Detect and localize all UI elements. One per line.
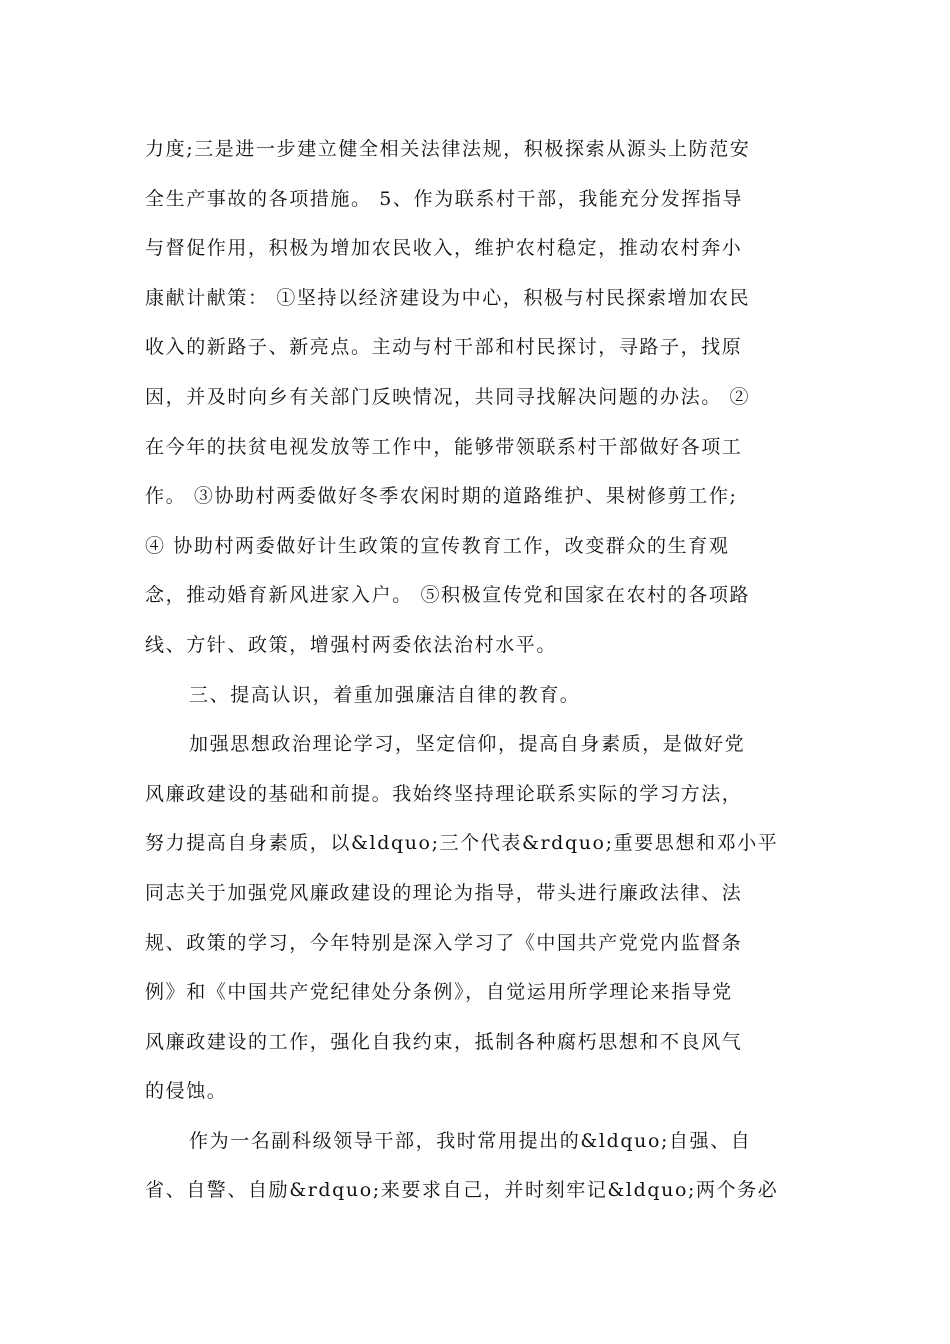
text-line: 规、政策的学习，今年特别是深入学习了《中国共产党党内监督条	[145, 931, 743, 954]
text-line: 风廉政建设的基础和前提。我始终坚持理论联系实际的学习方法，	[145, 782, 743, 805]
section-heading	[145, 671, 810, 721]
text-line: 与督促作用，积极为增加农民收入，维护农村稳定，推动农村奔小	[145, 237, 743, 260]
text-line: 努力提高自身素质，以&ldquo;三个代表&rdquo;重要思想和邓小平	[145, 832, 779, 855]
text-line: 康献计献策： ①坚持以经济建设为中心，积极与村民探索增加农民	[145, 286, 751, 309]
text-line: 念，推动婚育新风进家入户。 ⑤积极宣传党和国家在农村的各项路	[145, 584, 751, 607]
text-line: 力度;三是进一步建立健全相关法律法规，积极探索从源头上防范安	[145, 138, 751, 160]
text-line: 同志关于加强党风廉政建设的理论为指导，带头进行廉政法律、法	[145, 881, 743, 904]
text-line: 因，并及时向乡有关部门反映情况，共同寻找解决问题的办法。 ②	[145, 385, 751, 408]
text-line: ④ 协助村两委做好计生政策的宣传教育工作，改变群众的生育观	[145, 534, 730, 557]
paragraph-2	[145, 720, 810, 1117]
paragraph-3	[145, 1117, 810, 1216]
text-line: 线、方针、政策，增强村两委依法治村水平。	[145, 633, 558, 656]
heading-line: 三、提高认识，着重加强廉洁自律的教育。	[189, 683, 581, 706]
document-body	[145, 125, 810, 1216]
text-line: 加强思想政治理论学习，坚定信仰，提高自身素质，是做好党	[189, 733, 746, 756]
text-line: 在今年的扶贫电视发放等工作中，能够带领联系村干部做好各项工	[145, 435, 743, 458]
text-line: 风廉政建设的工作，强化自我约束，抵制各种腐朽思想和不良风气	[145, 1030, 743, 1053]
text-line: 作为一名副科级领导干部，我时常用提出的&ldquo;自强、自	[189, 1129, 752, 1152]
text-line: 收入的新路子、新亮点。主动与村干部和村民探讨，寻路子，找原	[145, 336, 743, 359]
text-line: 的侵蚀。	[145, 1080, 228, 1103]
text-line: 全生产事故的各项措施。 5、作为联系村干部，我能充分发挥指导	[145, 187, 744, 210]
text-line: 省、自警、自励&rdquo;来要求自己，并时刻牢记&ldquo;两个务必	[145, 1179, 779, 1202]
text-line: 例》和《中国共产党纪律处分条例》，自觉运用所学理论来指导党	[145, 981, 733, 1004]
text-line: 作。 ③协助村两委做好冬季农闲时期的道路维护、果树修剪工作;	[145, 485, 738, 508]
paragraph-1	[145, 125, 810, 671]
